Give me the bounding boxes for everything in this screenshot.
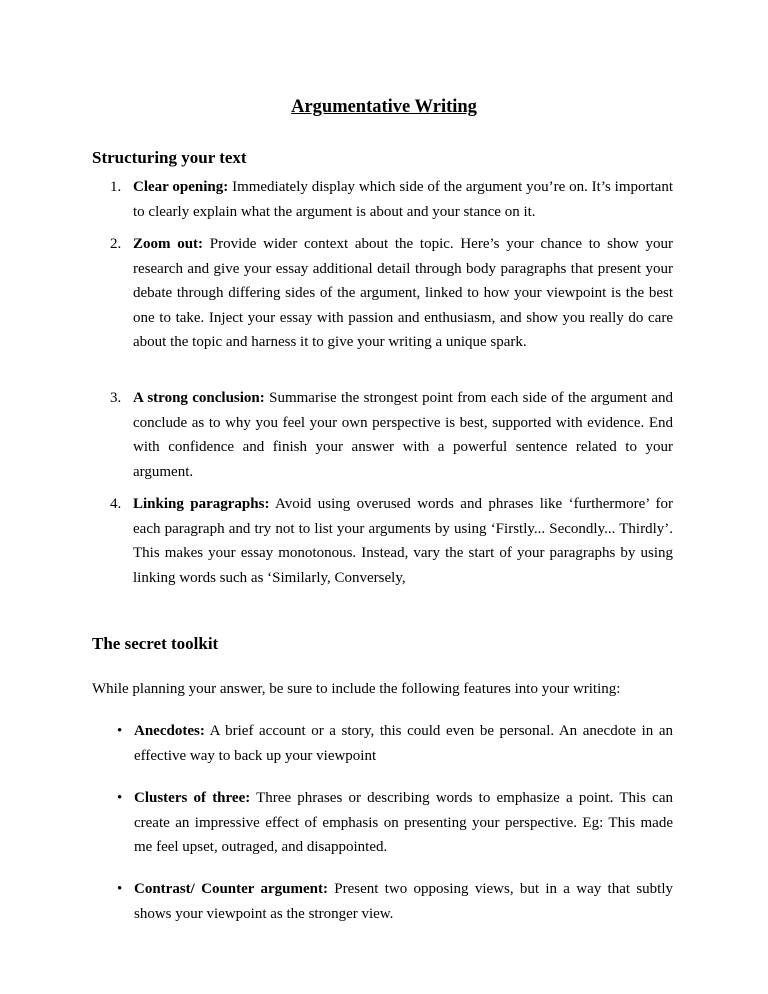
bullet-icon: •: [117, 881, 123, 897]
list-number: 2.: [110, 236, 122, 252]
item-text: Present two opposing views, but in a way that subtly shows your viewpoint as the stronger view.: [134, 881, 673, 922]
item-label: Clusters of three:: [134, 790, 251, 806]
bullet-icon: •: [117, 790, 123, 806]
item-text: A brief account or a story, this could even be personal. An anecdote in an effective way to back up your viewpoint: [134, 723, 673, 764]
list-item: [110, 175, 673, 224]
bullet-item: [117, 786, 673, 860]
bullet-item: [117, 719, 673, 768]
list-item: [110, 386, 673, 484]
list-number: 3.: [110, 390, 122, 406]
intro-paragraph: While planning your answer, be sure to include the following features into your writing:: [92, 681, 621, 697]
item-text: Avoid using overused words and phrases like ‘furthermore’ for each paragraph and try not to list your arguments by using ‘Firstly... Secondly... Thirdly’. This makes your essay monotonous. Instead, vary the start of your paragraphs by using linking words such as ‘Similarly, Conversely,: [133, 496, 673, 586]
item-label: Contrast/ Counter argument:: [134, 881, 328, 897]
item-label: A strong conclusion:: [133, 390, 265, 406]
bullet-icon: •: [117, 723, 123, 739]
item-text: Three phrases or describing words to emphasize a point. This can create an impressive effect of emphasis on presenting your perspective. Eg: This made me feel upset, outraged, and disappointed.: [134, 790, 673, 855]
item-label: Zoom out:: [133, 236, 204, 252]
list-item: [110, 232, 673, 355]
bullet-item: [117, 877, 673, 926]
item-label: Clear opening:: [133, 179, 229, 195]
document-title: Argumentative Writing: [291, 97, 477, 117]
item-text: Summarise the strongest point from each side of the argument and conclude as to why you feel your own perspective is best, supported with evidence. End with confidence and finish your answer with a powerful sentence related to your argument.: [133, 390, 673, 480]
item-label: Anecdotes:: [134, 723, 205, 739]
list-number: 1.: [110, 179, 122, 195]
item-text: Provide wider context about the topic. Here’s your chance to show your research and give your essay additional detail through body paragraphs that present your debate through differing sides of the argument, linked to how your viewpoint is the best one to take. Inject your essay with passion and enthusiasm, and show you really do care about the topic and harness it to give your writing a unique spark.: [133, 236, 673, 350]
list-number: 4.: [110, 496, 122, 512]
list-item: [110, 492, 673, 590]
section-heading-structuring: Structuring your text: [92, 148, 247, 167]
item-text: Immediately display which side of the argument you’re on. It’s important to clearly explain what the argument is about and your stance on it.: [133, 179, 673, 220]
item-label: Linking paragraphs:: [133, 496, 270, 512]
section-heading-toolkit: The secret toolkit: [92, 634, 219, 653]
